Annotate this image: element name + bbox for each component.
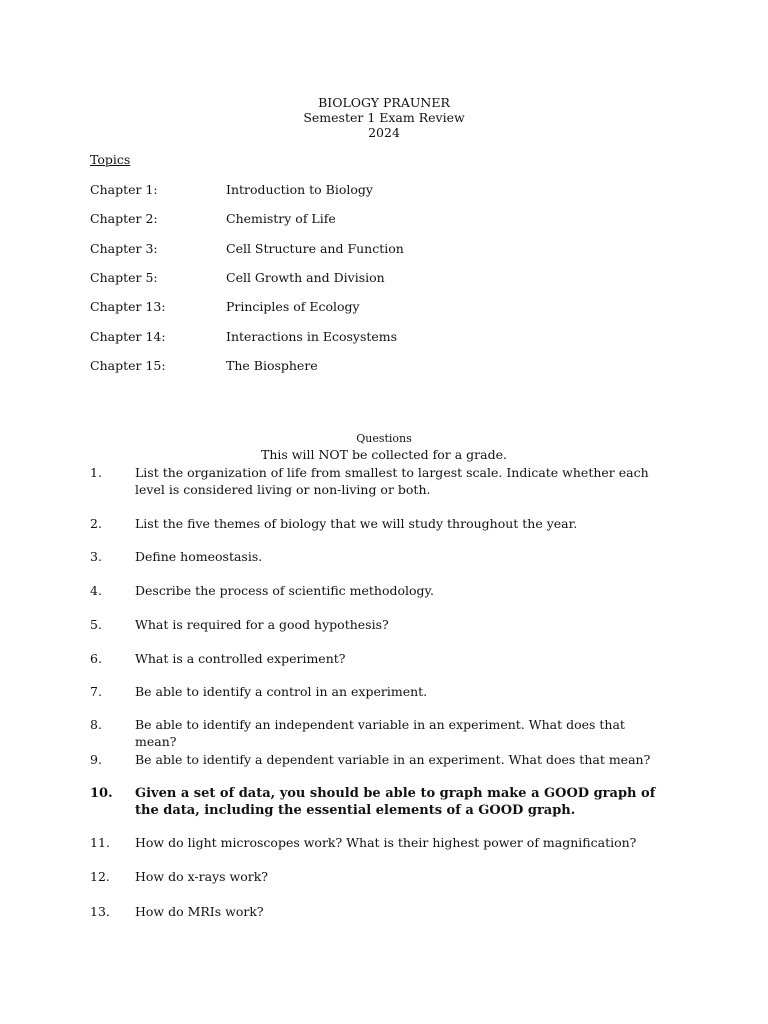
question-text: Define homeostasis.: [135, 549, 263, 564]
chapter-title: The Biosphere: [226, 358, 318, 373]
chapter-title: Cell Structure and Function: [226, 241, 404, 256]
question-number: 6.: [90, 651, 102, 666]
chapter-label: Chapter 13:: [90, 299, 166, 314]
chapter-title: Cell Growth and Division: [226, 270, 385, 285]
question-number: 13.: [90, 904, 110, 919]
questions-heading: Questions: [356, 432, 412, 445]
question-text: How do MRIs work?: [135, 904, 264, 919]
chapter-label: Chapter 1:: [90, 182, 158, 197]
topics-heading: Topics: [90, 152, 131, 167]
question-text: What is a controlled experiment?: [135, 651, 346, 666]
document-title: Semester 1 Exam Review: [303, 110, 465, 125]
chapter-title: Chemistry of Life: [226, 211, 336, 226]
question-text: How do x-rays work?: [135, 869, 269, 884]
question-text: List the organization of life from smallest to largest scale. Indicate whether each level is considered living or non-living or both.: [135, 465, 649, 497]
chapter-label: Chapter 2:: [90, 211, 158, 226]
question-text: Be able to identify a control in an experiment.: [135, 684, 428, 699]
chapter-label: Chapter 5:: [90, 270, 158, 285]
course-title: BIOLOGY PRAUNER: [318, 95, 450, 110]
question-text: Describe the process of scientific methodology.: [135, 583, 434, 598]
question-number: 10.: [90, 786, 113, 801]
question-number: 1.: [90, 465, 102, 480]
question-text: Be able to identify a dependent variable in an experiment. What does that mean?: [135, 752, 651, 767]
question-number: 7.: [90, 684, 102, 699]
question-number: 4.: [90, 583, 102, 598]
chapter-title: Introduction to Biology: [226, 182, 373, 197]
question-number: 9.: [90, 752, 102, 767]
question-text: Be able to identify an independent variable in an experiment. What does that mean?: [135, 717, 625, 749]
questions-note: This will NOT be collected for a grade.: [261, 447, 507, 462]
document-year: 2024: [368, 125, 400, 140]
chapter-label: Chapter 14:: [90, 329, 166, 344]
question-number: 11.: [90, 835, 110, 850]
question-number: 3.: [90, 549, 102, 564]
chapter-label: Chapter 15:: [90, 358, 166, 373]
question-number: 5.: [90, 617, 102, 632]
question-number: 12.: [90, 869, 110, 884]
question-text: What is required for a good hypothesis?: [135, 617, 389, 632]
chapter-title: Interactions in Ecosystems: [226, 329, 398, 344]
chapter-title: Principles of Ecology: [226, 299, 360, 314]
question-number: 2.: [90, 516, 102, 531]
question-text: How do light microscopes work? What is their highest power of magnification?: [135, 835, 637, 850]
question-text: Given a set of data, you should be able to graph make a GOOD graph of the data, including the essential elements of a GOOD graph.: [135, 786, 656, 818]
question-number: 8.: [90, 717, 102, 732]
chapter-label: Chapter 3:: [90, 241, 158, 256]
question-text: List the five themes of biology that we will study throughout the year.: [135, 516, 578, 531]
